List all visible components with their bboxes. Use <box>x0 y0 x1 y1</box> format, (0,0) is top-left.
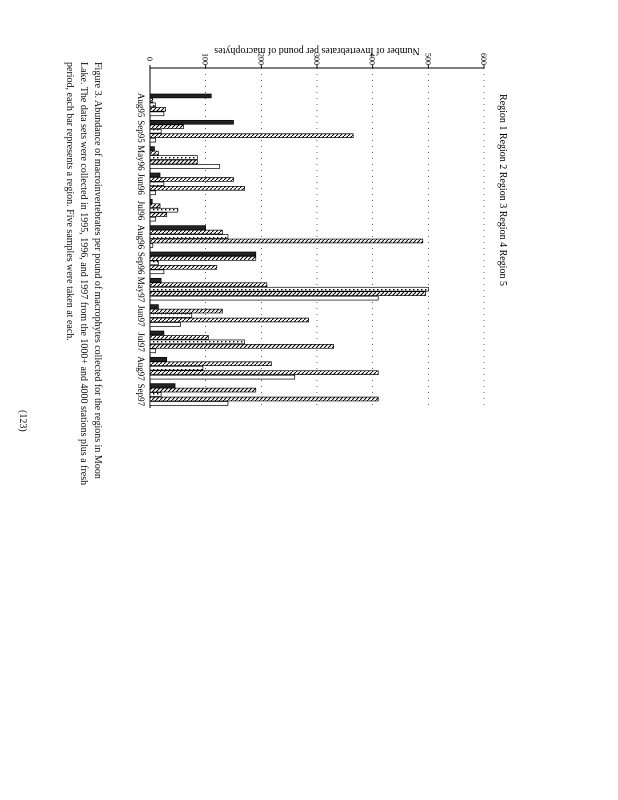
legend: Region 1 Region 2 Region 3 Region 4 Region 5 <box>497 94 508 286</box>
bar <box>150 296 378 300</box>
bar <box>150 278 161 282</box>
caption-line: period, each bar represents a region. Five samples were taken at each. <box>64 62 75 341</box>
x-tick-label: 500 <box>423 53 433 65</box>
bar <box>150 371 378 375</box>
category-label: Sep96 <box>136 251 146 275</box>
bar <box>150 129 161 133</box>
bar <box>150 173 160 177</box>
bar <box>150 177 234 181</box>
bar <box>150 252 256 256</box>
bar <box>150 239 423 243</box>
bar <box>150 344 334 348</box>
x-tick-label: 100 <box>200 53 210 65</box>
page-number: (123) <box>17 410 28 432</box>
bar <box>150 349 156 353</box>
category-label: May96 <box>136 145 146 171</box>
bar <box>150 366 203 370</box>
x-tick-label: 200 <box>256 53 266 65</box>
bar <box>150 244 153 248</box>
bar <box>150 208 178 212</box>
bar <box>150 292 426 296</box>
bar <box>150 112 164 116</box>
bar <box>150 318 309 322</box>
plot-area <box>136 45 508 408</box>
category-label: May97 <box>136 276 146 303</box>
bar <box>150 384 175 388</box>
x-tick-label: 400 <box>367 53 377 65</box>
bar <box>150 261 158 265</box>
category-label: Jun97 <box>136 305 146 327</box>
bar <box>150 151 158 155</box>
bar <box>150 230 222 234</box>
caption-line: Lake. The data sets were collected in 1995, 1996, and 1997 from the 1000+ and 4000 stations plus a fresh <box>78 62 89 486</box>
bar <box>150 305 158 309</box>
x-tick-label: 0 <box>145 57 154 61</box>
figure-caption <box>62 62 104 582</box>
category-label: Aug97 <box>136 356 146 381</box>
x-tick-label: 600 <box>479 53 488 65</box>
bar <box>150 186 245 190</box>
bar <box>150 265 217 269</box>
bar <box>150 160 197 164</box>
bar <box>150 191 156 195</box>
bar <box>150 335 208 339</box>
bar <box>150 134 353 138</box>
bar <box>150 138 156 142</box>
x-tick-label: 300 <box>312 53 321 65</box>
bar <box>150 287 428 291</box>
bar <box>150 235 228 239</box>
bar <box>150 375 295 379</box>
bar <box>150 120 234 124</box>
bar <box>150 256 256 260</box>
bar <box>150 199 152 203</box>
category-label: Sep97 <box>136 383 146 407</box>
bar <box>150 393 161 397</box>
bar <box>150 226 206 230</box>
bar <box>150 340 245 344</box>
bar <box>150 204 160 208</box>
bar <box>150 107 166 111</box>
bar <box>150 309 222 313</box>
category-label: Sep95 <box>136 120 146 143</box>
caption-line: Figure 3. Abundance of macroinvertebrates per pound of macrophytes collected for the regions in Moon <box>92 62 103 479</box>
bar <box>150 94 211 98</box>
bar <box>150 362 271 366</box>
bar <box>150 98 153 102</box>
bar <box>150 388 256 392</box>
bar <box>150 270 164 274</box>
bar <box>150 217 156 221</box>
bar <box>150 357 167 361</box>
bar <box>150 103 156 107</box>
category-label: Aug95 <box>136 92 146 118</box>
bar <box>150 323 181 327</box>
category-label: Jul97 <box>136 332 146 352</box>
bar <box>150 213 167 217</box>
x-axis-title: Number of Invertebrates per pound of macrophytes <box>214 45 420 56</box>
bar <box>150 156 197 160</box>
bar <box>150 402 228 406</box>
bar <box>150 147 154 151</box>
bar <box>150 331 164 335</box>
bar <box>150 182 164 186</box>
bar <box>150 397 378 401</box>
category-label: Aug96 <box>136 224 146 250</box>
bar <box>150 314 192 318</box>
category-label: Jul96 <box>136 200 146 221</box>
bar <box>150 125 183 129</box>
bar <box>150 165 220 169</box>
bar <box>150 283 267 287</box>
category-label: Jun96 <box>136 173 146 195</box>
